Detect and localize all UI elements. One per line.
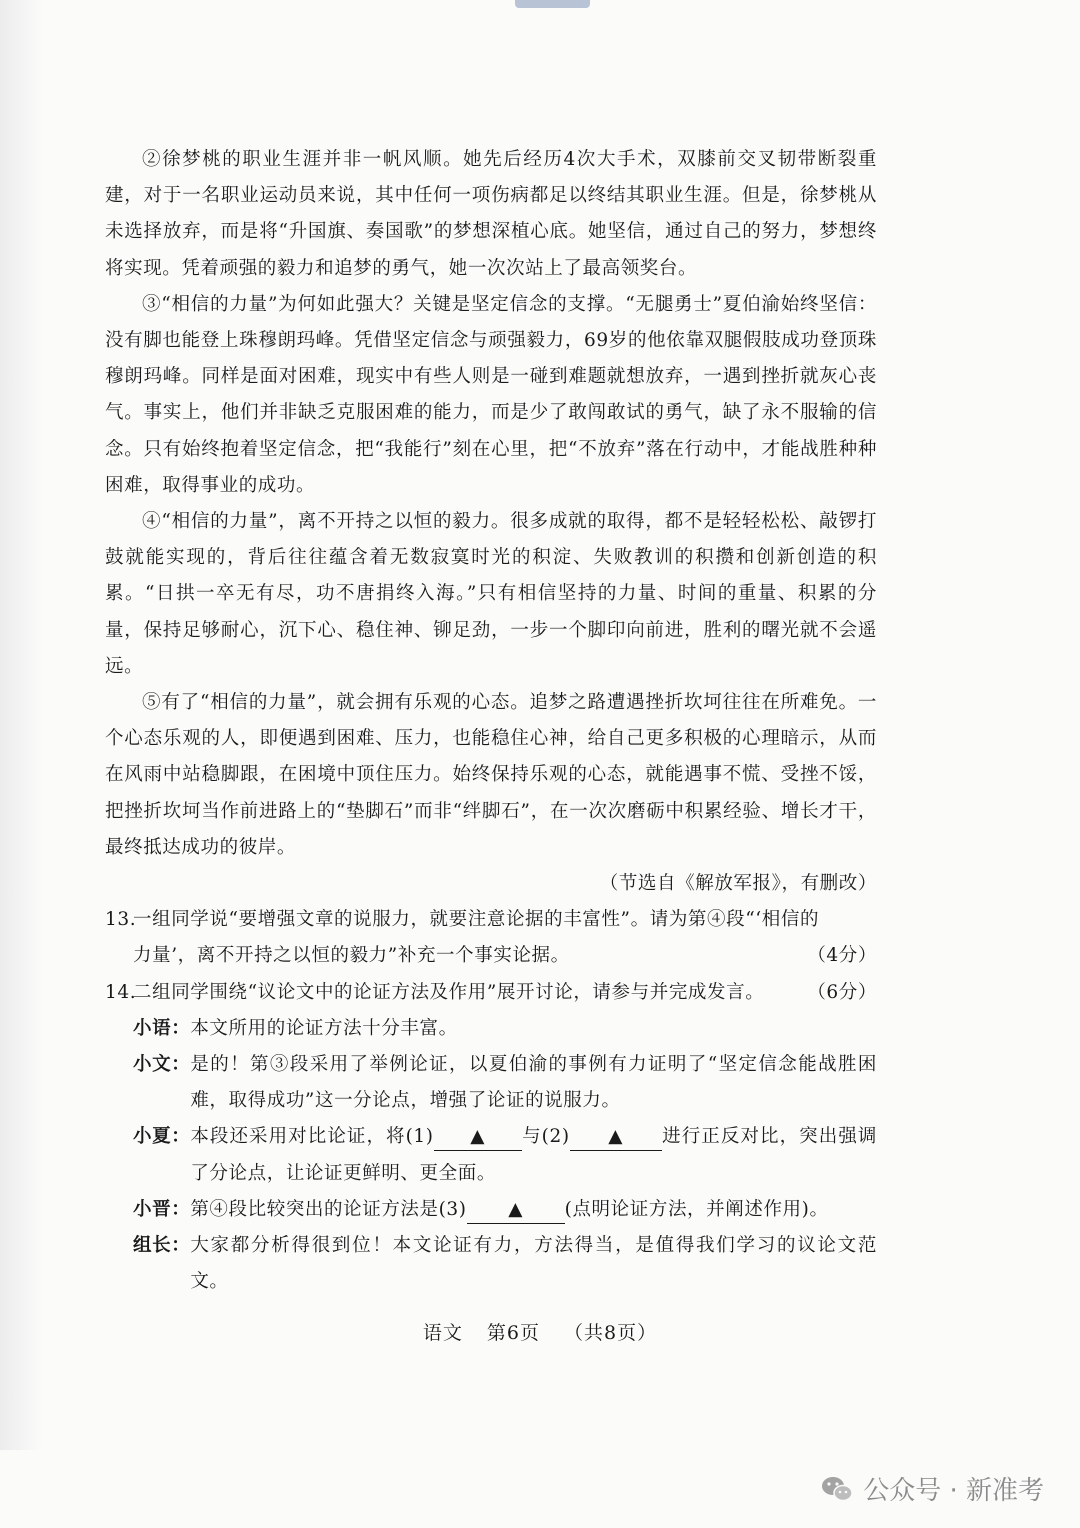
speaker-xiaojin: 小晋： — [133, 1198, 191, 1220]
question-13 — [105, 902, 877, 974]
answer-blank-1[interactable]: ▲ — [434, 1124, 522, 1151]
speech-xiaojin-post: (点明论证方法，并阐述作用)。 — [564, 1198, 829, 1220]
page-footer — [0, 1318, 1080, 1345]
passage-paragraph-3: ③“相信的力量”为何如此强大？关键是坚定信念的支撑。“无腿勇士”夏伯渝始终坚信：没有脚也能登上珠穆朗玛峰。凭借坚定信念与顽强毅力，69岁的他依靠双腿假肢成功登顶珠穆朗玛峰。同样是面对困难，现实中有些人则是一碰到难题就想放弃，一遇到挫折就灰心丧气。事实上，他们并非缺乏克服困难的能力，而是少了敢闯敢试的勇气，缺了永不服输的信念。只有始终抱着坚定信念，把“我能行”刻在心里，把“不放弃”落在行动中，才能战胜种种困难，取得事业的成功。 — [105, 293, 877, 496]
question-13-text-line2: 力量’，离不开持之以恒的毅力”补充一个事实论据。 — [133, 945, 570, 967]
question-13-text-line1: 一组同学说“要增强文章的说服力，就要注意论据的丰富性”。请为第④段“‘相信的 — [133, 909, 820, 931]
exam-content — [105, 142, 877, 1301]
answer-blank-3[interactable]: ▲ — [467, 1197, 565, 1224]
speaker-xiaoxia: 小夏： — [133, 1126, 191, 1148]
question-14-number: 14. — [105, 981, 137, 1003]
question-13-points: （4分） — [807, 945, 877, 967]
answer-blank-2[interactable]: ▲ — [570, 1124, 662, 1151]
passage-source: （节选自《解放军报》，有删改） — [599, 873, 877, 895]
watermark-text: 公众号 · 新准考 — [863, 1476, 1044, 1506]
speech-leader: 大家都分析得很到位！本文论证有力，方法得当，是值得我们学习的议论文范文。 — [190, 1235, 877, 1293]
question-14-text: 二组同学围绕“议论文中的论证方法及作用”展开讨论，请参与并完成发言。 — [133, 981, 765, 1003]
footer-page-number: 第6页 — [486, 1322, 540, 1344]
footer-subject: 语文 — [422, 1322, 463, 1344]
question-13-number: 13. — [105, 909, 137, 931]
passage-paragraph-2: ②徐梦桃的职业生涯并非一帆风顺。她先后经历4次大手术，双膝前交叉韧带断裂重建，对于一名职业运动员来说，其中任何一项伤病都足以终结其职业生涯。但是，徐梦桃从未选择放弃，而是将“升国旗、奏国歌”的梦想深植心底。她坚信，通过自己的努力，梦想终将实现。凭着顽强的毅力和追梦的勇气，她一次次站上了最高领奖台。 — [105, 149, 877, 279]
question-14-points: （6分） — [807, 981, 877, 1003]
dialog-turn-xiaoyu — [133, 1011, 877, 1047]
dialog-turn-leader — [133, 1228, 877, 1300]
footer-total-pages: （共8页） — [564, 1322, 658, 1344]
speaker-leader: 组长： — [133, 1235, 191, 1257]
wechat-icon — [821, 1475, 853, 1503]
watermark — [821, 1470, 1044, 1507]
passage-paragraph-5: ⑤有了“相信的力量”，就会拥有乐观的心态。追梦之路遭遇挫折坎坷往往在所难免。一个心态乐观的人，即便遇到困难、压力，也能稳住心神，给自己更多积极的心理暗示，从而在风雨中站稳脚跟，在困境中顶住压力。始终保持乐观的心态，就能遇事不慌、受挫不馁，把挫折坎坷当作前进路上的“垫脚石”而非“绊脚石”，在一次次磨砺中积累经验、增长才干，最终抵达成功的彼岸。 — [105, 692, 877, 858]
speech-xiaoxia-pre: 本段还采用对比论证，将(1) — [190, 1126, 434, 1148]
speaker-xiaowen: 小文： — [133, 1054, 191, 1076]
passage-paragraph-4: ④“相信的力量”，离不开持之以恒的毅力。很多成就的取得，都不是轻轻松松、敲锣打鼓就能实现的，背后往往蕴含着无数寂寞时光的积淀、失败教训的积攒和创新创造的积累。“日拱一卒无有尽，功不唐捐终入海。”只有相信坚持的力量、时间的重量、积累的分量，保持足够耐心，沉下心、稳住神、铆足劲，一步一个脚印向前进，胜利的曙光就不会遥远。 — [105, 511, 877, 677]
question-14 — [105, 975, 877, 1011]
dialog-turn-xiaojin — [133, 1192, 877, 1228]
speech-xiaoxia — [190, 1119, 877, 1191]
scan-shadow — [0, 0, 42, 1450]
dialog-turn-xiaowen — [133, 1047, 877, 1119]
dialog-turn-xiaoxia — [133, 1119, 877, 1191]
speaker-xiaoyu: 小语： — [133, 1017, 191, 1039]
speech-xiaojin — [190, 1192, 877, 1228]
binding-mark — [515, 0, 590, 8]
speech-xiaojin-pre: 第④段比较突出的论证方法是(3) — [190, 1198, 467, 1220]
speech-xiaowen: 是的！第③段采用了举例论证，以夏伯渝的事例有力证明了“坚定信念能战胜困难，取得成功”这一分论点，增强了论证的说服力。 — [190, 1054, 877, 1112]
speech-xiaoyu: 本文所用的论证方法十分丰富。 — [190, 1017, 458, 1039]
speech-xiaoxia-post: 进行正反对比，突出强调了分论点，让论证更鲜明、更全面。 — [190, 1126, 877, 1184]
discussion-dialog — [105, 1011, 877, 1301]
speech-xiaoxia-mid: 与(2) — [521, 1126, 570, 1148]
